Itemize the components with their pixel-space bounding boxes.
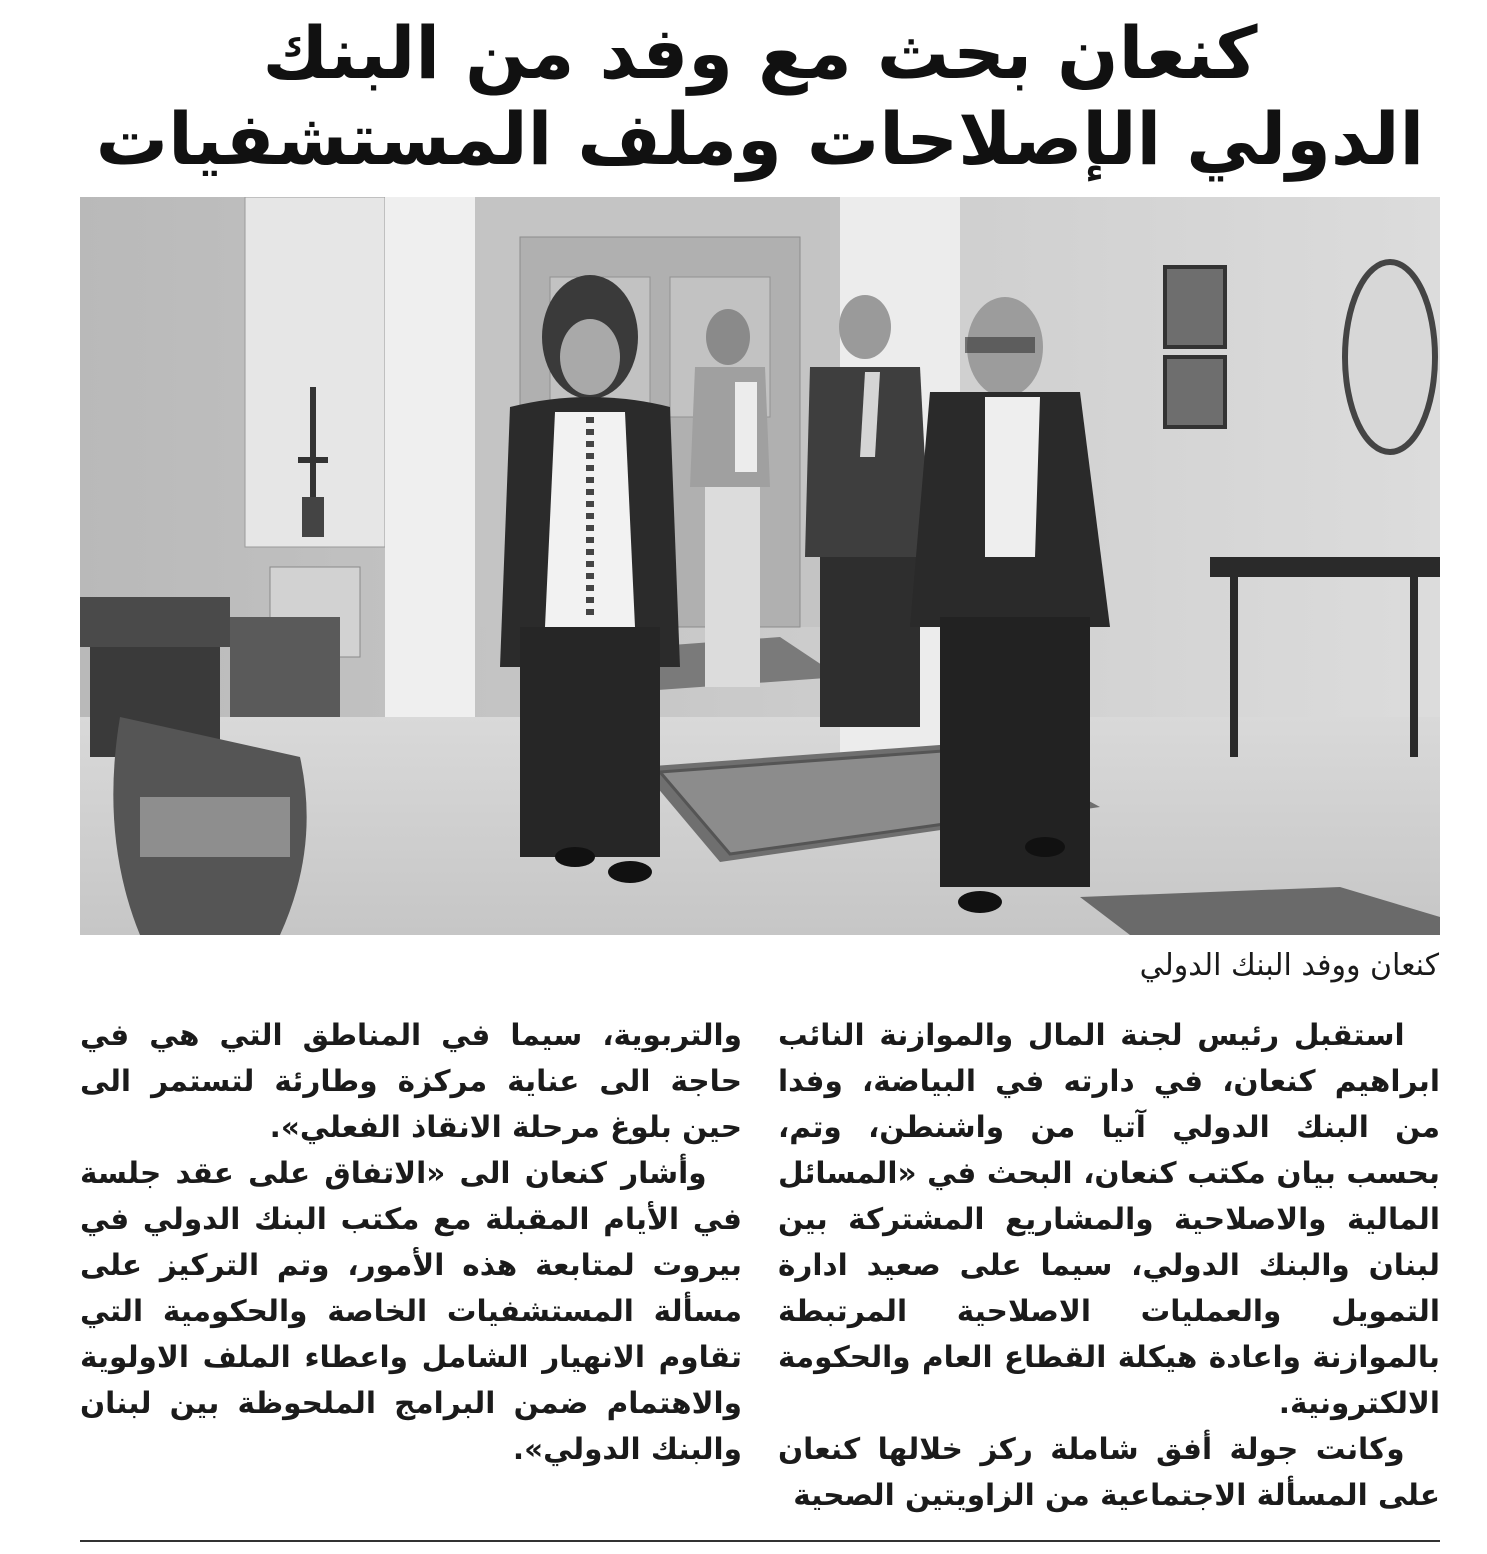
headline (80, 10, 1440, 182)
headline-line-2: الدولي الإصلاحات وملف المستشفيات (95, 97, 1425, 181)
photo-illustration (80, 197, 1440, 935)
photo-caption: كنعان ووفد البنك الدولي (1139, 948, 1439, 983)
article-paragraph-4: وأشار كنعان الى «الاتفاق على عقد جلسة في الأيام المقبلة مع مكتب البنك الدولي في بيروت لمتابعة هذه الأمور، وتم التركيز على مسألة المستشفيات الخاصة والحكومية التي تقاوم الانهيار الشامل واعطاء الملف الاولوية والاهتمام ضمن البرامج الملحوظة بين لبنان والبنك الدولي». (80, 1156, 742, 1466)
bottom-rule (80, 1540, 1440, 1542)
article-column-right (778, 1012, 1440, 1518)
headline-line-1: كنعان بحث مع وفد من البنك (262, 11, 1258, 95)
article-paragraph-2: وكانت جولة أفق شاملة ركز خلالها كنعان على المسألة الاجتماعية من الزاويتين الصحية (778, 1432, 1440, 1512)
article-paragraph-1: استقبل رئيس لجنة المال والموازنة النائب ابراهيم كنعان، في دارته في البياضة، وفدا من البنك الدولي آتيا من واشنطن، وتم، بحسب بيان مكتب كنعان، البحث في «المسائل المالية والاصلاحية والمشاريع المشتركة بين لبنان والبنك الدولي، سيما على صعيد ادارة التمويل والعمليات الاصلاحية المرتبطة بالموازنة واعادة هيكلة القطاع العام والحكومة الالكترونية. (778, 1018, 1440, 1420)
article-column-left (80, 1012, 742, 1472)
news-photo (80, 197, 1440, 935)
article-paragraph-3: والتربوية، سيما في المناطق التي هي في حاجة الى عناية مركزة وطارئة لتستمر الى حين بلوغ مرحلة الانقاذ الفعلي». (80, 1018, 742, 1144)
